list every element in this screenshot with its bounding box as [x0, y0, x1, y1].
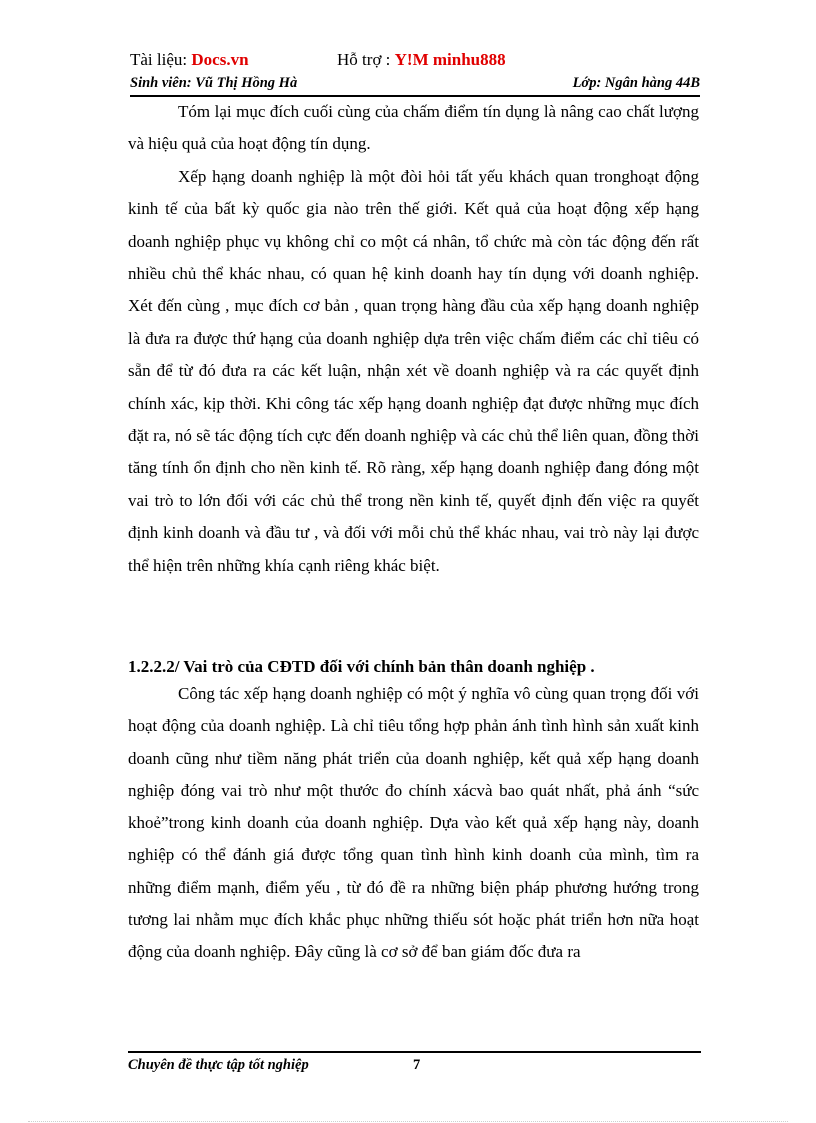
support-label: Hỗ trợ :: [337, 50, 395, 69]
support-ym: Y!M: [394, 50, 429, 69]
source-banner: [130, 50, 506, 70]
running-header: [130, 75, 700, 97]
page-number: 7: [413, 1057, 421, 1073]
student-name: Sinh viên: Vũ Thị Hồng Hà: [130, 75, 298, 91]
paragraph-ranking: Xếp hạng doanh nghiệp là một đòi hỏi tất yếu khách quan tronghoạt động kinh tế của bất kỳ quốc gia nào trên thế giới. Kết quả của hoạt động xếp hạng doanh nghiệp phục vụ không chỉ co một cá nhân, tổ chức mà còn tác động đến rất nhiều chủ thể khác nhau, có quan hệ kinh doanh hay tín dụng với doanh nghiệp. Xét đến cùng , mục đích cơ bản , quan trọng hàng đầu của xếp hạng doanh nghiệp là đưa ra được thứ hạng của doanh nghiệp dựa trên việc chấm điểm các chỉ tiêu có sẵn để từ đó đưa ra các kết luận, nhận xét về doanh nghiệp và ra các quyết định chính xác, kịp thời. Khi công tác xếp hạng doanh nghiệp đạt được những mục đích đặt ra, nó sẽ tác động tích cực đến doanh nghiệp và các chủ thể liên quan, đồng thời tăng tính ổn định cho nền kinh tế. Rõ ràng, xếp hạng doanh nghiệp đang đóng một vai trò to lớn đối với các chủ thể trong nền kinh tế, quyết định đến việc ra quyết định kinh doanh và đầu tư , và đối với mỗi chủ thể khác nhau, vai trò này lại được thể hiện trên những khía cạnh riêng khác biệt.: [128, 166, 699, 575]
doc-site-link[interactable]: Docs.vn: [191, 50, 249, 69]
page-bottom-divider: [28, 1121, 788, 1122]
body-section-1: [128, 96, 699, 582]
footer-title: Chuyên đề thực tập tốt nghiệp: [128, 1057, 309, 1073]
doc-label: Tài liệu:: [130, 50, 192, 69]
paragraph-summary: Tóm lại mục đích cuối cùng của chấm điểm tín dụng là nâng cao chất lượng và hiệu quả của hoạt động tín dụng.: [128, 102, 699, 154]
class-name: Lớp: Ngân hàng 44B: [572, 75, 700, 91]
page-footer: [128, 1051, 701, 1074]
body-section-2: [128, 678, 699, 969]
section-heading: 1.2.2.2/ Vai trò của CĐTD đối với chính bản thân doanh nghiệp .: [128, 657, 595, 676]
paragraph-role: Công tác xếp hạng doanh nghiệp có một ý nghĩa vô cùng quan trọng đối với hoạt động của doanh nghiệp. Là chỉ tiêu tổng hợp phản ánh tình hình sản xuất kinh doanh cũng như tiềm năng phát triển của doanh nghiệp, kết quả xếp hạng doanh nghiệp đóng vai trò như một thước đo chính xácvà bao quát nhất, phả ánh “sức khoẻ”trong kinh doanh của doanh nghiệp. Dựa vào kết quả xếp hạng này, doanh nghiệp có thể đánh giá được tổng quan tình hình kinh doanh của mình, tìm ra những điểm mạnh, điểm yếu , từ đó đề ra những biện pháp phương hướng trong tương lai nhằm mục đích khắc phục những thiếu sót hoặc phát triển hơn nữa hoạt động của doanh nghiệp. Đây cũng là cơ sở để ban giám đốc đưa ra: [128, 684, 699, 962]
support-user[interactable]: minhu888: [432, 50, 506, 69]
